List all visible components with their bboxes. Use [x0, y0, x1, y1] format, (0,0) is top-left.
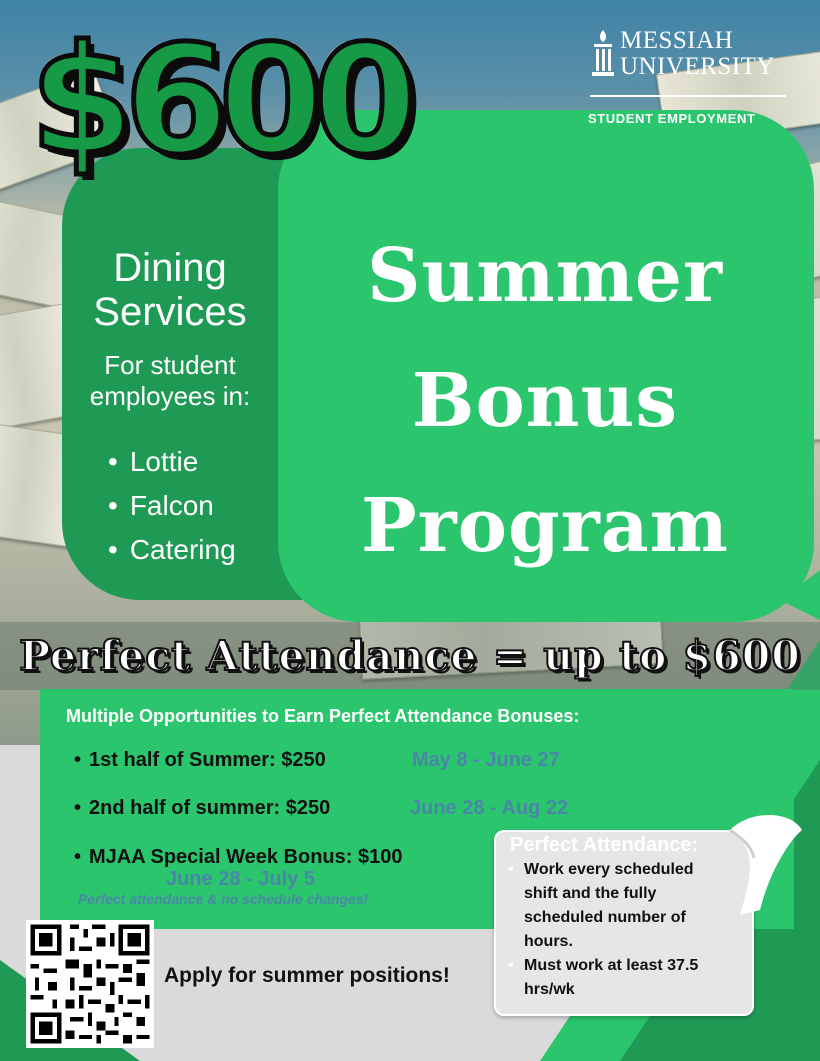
attendance-card-title: Perfect Attendance:: [510, 834, 699, 856]
opportunity-dates: May 8 - June 27: [412, 749, 560, 771]
location-item: • Catering: [108, 528, 236, 572]
opportunity-dates: June 28 - July 5: [166, 868, 315, 890]
qr-code-icon[interactable]: [26, 920, 154, 1048]
opportunity-item: • 2nd half of summer: $250: [74, 797, 330, 820]
logo-name-line2: UNIVERSITY: [620, 53, 775, 80]
title-line-3: Program: [361, 483, 729, 569]
attendance-rule: • Work every scheduled shift and the fully scheduled number of hours.: [508, 858, 718, 954]
eligibility-label: For student employees in:: [89, 350, 251, 411]
logo-name-line1: MESSIAH: [620, 27, 734, 54]
location-item: • Lottie: [108, 440, 236, 484]
bonus-amount-heading: $600: [30, 14, 408, 188]
logo-subtitle: STUDENT EMPLOYMENT: [588, 111, 756, 126]
mjaa-note: Perfect attendance & no schedule changes!: [78, 891, 369, 907]
title-line-2: Bonus: [411, 358, 679, 444]
program-title: [300, 214, 790, 589]
lamp-icon: [588, 28, 618, 78]
attendance-rules-list: [508, 858, 718, 1002]
opportunity-item: • 1st half of Summer: $250: [74, 749, 326, 772]
opportunity-item: • MJAA Special Week Bonus: $100: [74, 846, 402, 869]
title-line-1: Summer: [367, 233, 723, 319]
department-name: Dining Services: [93, 246, 247, 334]
perfect-attendance-banner: Perfect Attendance = up to $600: [19, 632, 801, 680]
opportunities-heading: Multiple Opportunities to Earn Perfect Attendance Bonuses:: [66, 706, 580, 726]
attendance-rule: • Must work at least 37.5 hrs/wk: [508, 954, 718, 1002]
location-list: [108, 440, 236, 572]
opportunity-dates: June 28 - Aug 22: [410, 797, 569, 819]
messiah-logo: [588, 28, 793, 80]
location-item: • Falcon: [108, 484, 236, 528]
apply-text: Apply for summer positions!: [164, 964, 450, 987]
logo-divider: [590, 95, 786, 97]
